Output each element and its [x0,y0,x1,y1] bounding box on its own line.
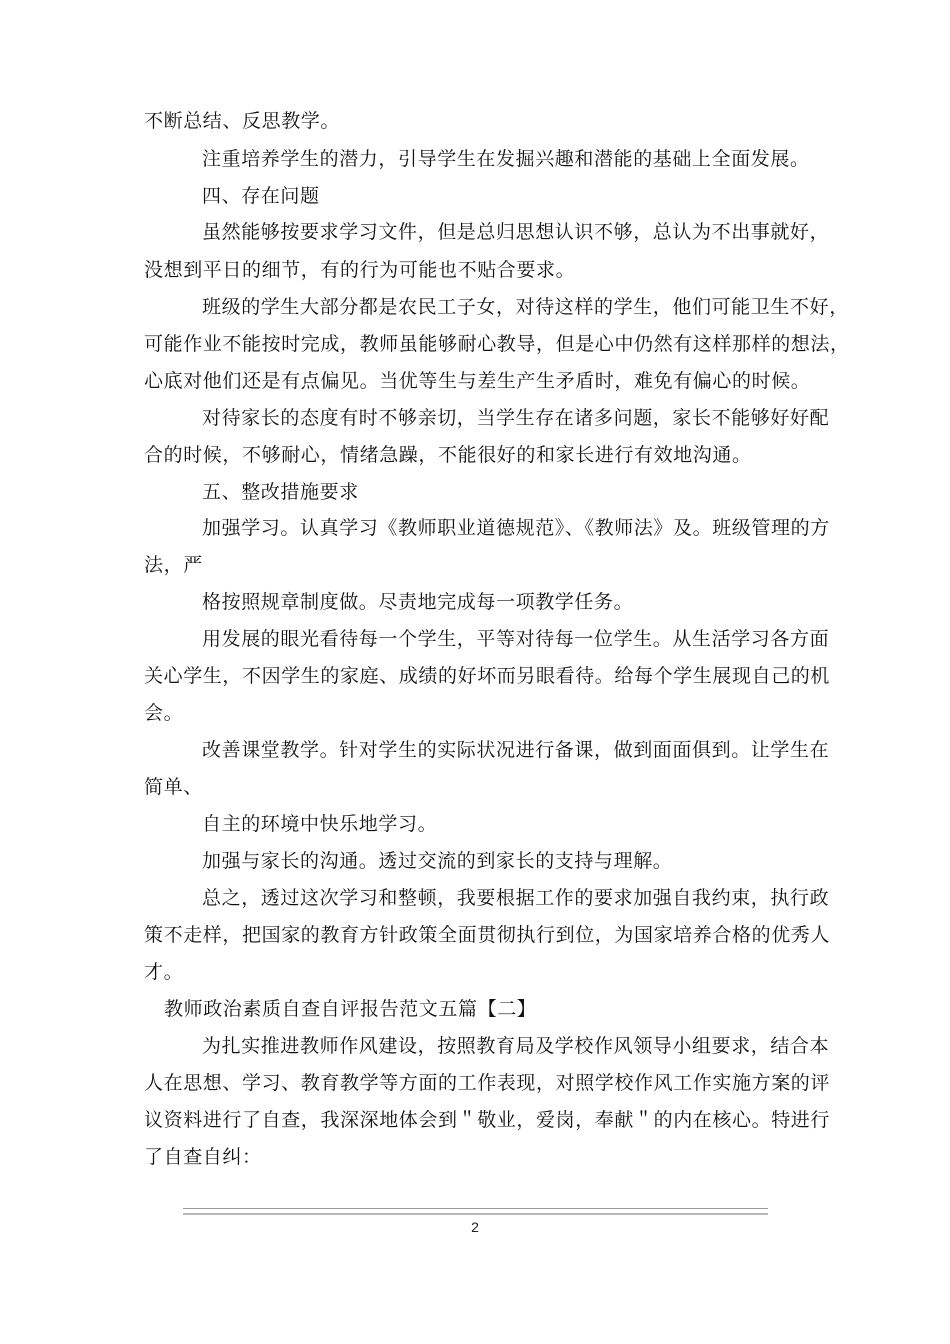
paragraph-line: 关心学生，不因学生的家庭、成绩的好坏而另眼看待。给每个学生展现自己的机 [144,665,831,687]
paragraph-line: 加强与家长的沟通。透过交流的到家长的支持与理解。 [202,850,673,872]
paragraph-line: 注重培养学生的潜力，引导学生在发掘兴趣和潜能的基础上全面发展。 [202,148,810,170]
section-heading: 四、存在问题 [202,185,320,207]
paragraph-line: 了自查自纠： [144,1146,262,1168]
paragraph-line: 会。 [144,702,184,724]
paragraph-line: 法，严 [144,554,203,576]
article-subtitle: 教师政治素质自查自评报告范文五篇【二】 [164,998,537,1020]
paragraph-line: 为扎实推进教师作风建设，按照教育局及学校作风领导小组要求，结合本 [202,1035,830,1057]
paragraph-line: 改善课堂教学。针对学生的实际状况进行备课，做到面面俱到。让学生在 [202,739,830,761]
paragraph-line: 议资料进行了自查，我深深地体会到＂敬业，爱岗，奉献＂的内在核心。特进行 [144,1109,831,1131]
page-number: 2 [471,1219,479,1235]
paragraph-line: 用发展的眼光看待每一个学生，平等对待每一位学生。从生活学习各方面 [202,628,830,650]
paragraph-line: 简单、 [144,776,203,798]
paragraph-line: 格按照规章制度做。尽责地完成每一项教学任务。 [202,591,634,613]
paragraph-line: 没想到平日的细节，有的行为可能也不贴合要求。 [144,259,576,281]
paragraph-line: 合的时候，不够耐心，情绪急躁，不能很好的和家长进行有效地沟通。 [144,444,752,466]
paragraph-line: 班级的学生大部分都是农民工子女，对待这样的学生，他们可能卫生不好， [202,296,849,318]
paragraph-line: 虽然能够按要求学习文件，但是总归思想认识不够，总认为不出事就好， [202,221,830,243]
section-heading: 五、整改措施要求 [202,481,359,503]
paragraph-line: 加强学习。认真学习《教师职业道德规范》、《教师法》及。班级管理的方 [202,517,830,539]
paragraph-line: 自主的环境中快乐地学习。 [202,813,438,835]
paragraph-line: 可能作业不能按时完成，教师虽能够耐心教导，但是心中仍然有这样那样的想法， [144,333,850,355]
paragraph-line: 人在思想、学习、教育教学等方面的工作表现，对照学校作风工作实施方案的评 [144,1072,831,1094]
paragraph-line: 心底对他们还是有点偏见。当优等生与差生产生矛盾时，难免有偏心的时候。 [144,370,811,392]
paragraph-line: 总之，透过这次学习和整顿，我要根据工作的要求加强自我约束，执行政 [202,887,830,909]
paragraph-line: 策不走样，把国家的教育方针政策全面贯彻执行到位，为国家培养合格的优秀人 [144,924,831,946]
paragraph-line: 才。 [144,961,184,983]
paragraph-line: 对待家长的态度有时不够亲切，当学生存在诸多问题，家长不能够好好配 [202,407,830,429]
paragraph-line: 不断总结、反思教学。 [144,110,341,132]
footer-divider [183,1208,768,1215]
